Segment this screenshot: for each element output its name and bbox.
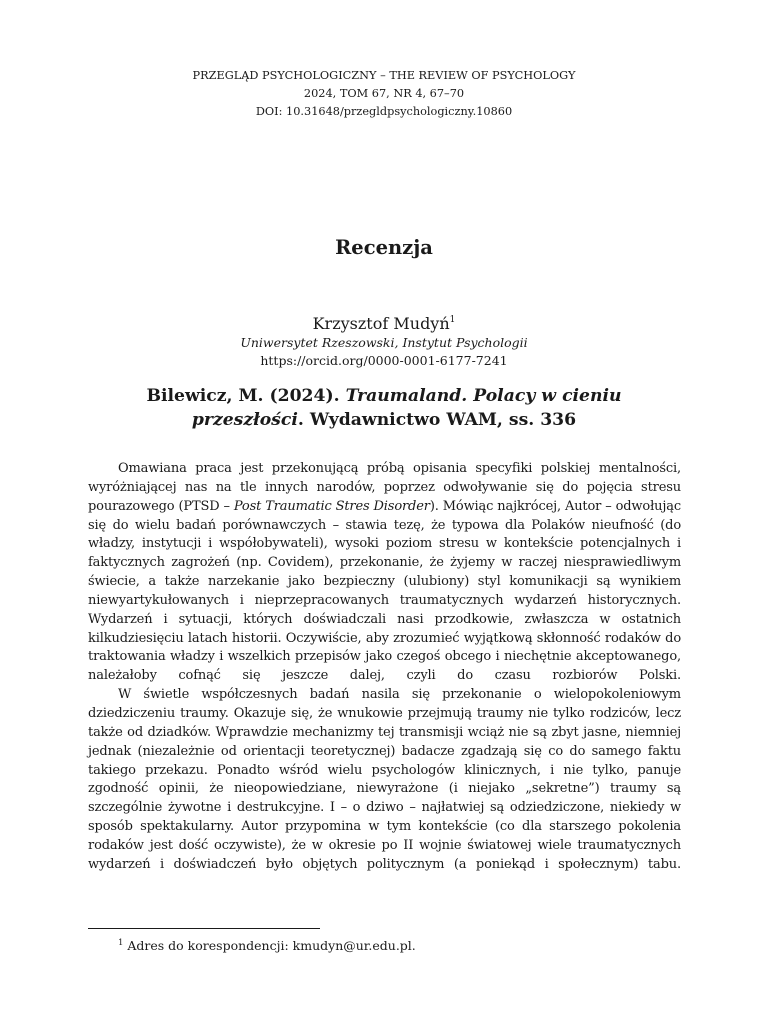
- author-affiliation: Uniwersytet Rzeszowski, Instytut Psychologii: [240, 335, 528, 350]
- author-name: Krzysztof Mudyń: [312, 314, 450, 333]
- review-citation: [90, 384, 678, 432]
- section-title: Recenzja: [335, 236, 433, 259]
- p1-text-b: ). Mówiąc najkrócej, Autor – odwołując się do wielu badań porównawczych – stawia tezę, że typowa dla Polaków nieufność (do władzy, instytucji i współobywateli), wysoki poziom stresu w kontekście potencjalnych i faktycznych zagrożeń (np. Covidem), przekonanie, że żyjemy w raczej niesprawiedliwym świecie, a także narzekanie jako bezpieczny (ulubiony) styl komunikacji są wynikiem niewyartykułowanych i nieprzepracowanych traumatycznych wydarzeń historycznych. Wydarzeń i sytuacji, których doświadczali nasi przodkowie, zwłaszcza w ostatnich kilkudziesięciu latach historii. Oczywiście, aby zrozumieć wyjątkową skłonność rodaków do traktowania władzy i wszelkich przepisów jako czegoś obcego i niechętnie akceptowanego, należałoby cofnąć się jeszcze dalej, czyli do czasu rozbiorów Polski.: [88, 498, 681, 684]
- author-footnote-mark: 1: [449, 315, 456, 325]
- citation-end: . Wydawnictwo WAM, ss. 336: [297, 410, 577, 430]
- footnote-divider: [88, 928, 320, 929]
- p1-text-a: Omawiana praca jest przekonującą próbą opisania specyfiki polskiej mentalności, wyróżniającej nas na tle innych narodów, poprzez odwoływanie się do pojęcia stresu pourazowego (PTSD –: [88, 461, 681, 514]
- journal-doi: DOI: 10.31648/przegldpsychologiczny.10860: [255, 105, 513, 118]
- citation-start: Bilewicz, M. (2024).: [146, 386, 346, 406]
- review-body: [88, 460, 681, 875]
- author-orcid: https://orcid.org/0000-0001-6177-7241: [260, 353, 508, 368]
- p1-italic-term: Post Traumatic Stres Disorder: [233, 498, 430, 514]
- footnote-mark: 1: [118, 938, 124, 948]
- author-block: [0, 310, 768, 370]
- journal-header: [0, 67, 768, 121]
- book-title: Traumaland. Polacy w cieniu przeszłości: [191, 386, 622, 430]
- footnote-text: Adres do korespondencji: kmudyn@ur.edu.pl.: [123, 938, 416, 953]
- body-paragraph-2: W świetle współczesnych badań nasila się przekonanie o wielopokoleniowym dziedziczeniu traumy. Okazuje się, że wnukowie przejmują traumy nie tylko rodziców, lecz także od dziadków. Wprawdzie mechanizmy tej transmisji wciąż nie są zbyt jasne, niemniej jednak (niezależnie od orientacji teoretycznej) badacze zgadzają się co do samego faktu takiego przekazu. Ponadto wśród wielu psychologów klinicznych, i nie tylko, panuje zgodność opinii, że nieopowiedziane, niewyrażone (i niejako „sekretne”) traumy są szczególnie żywotne i destrukcyjne. I – o dziwo – najłatwiej są odziedziczone, niekiedy w sposób spektakularny. Autor przypomina w tym kontekście (co dla starszego pokolenia rodaków jest dość oczywiste), że w okresie po II wojnie światowej wiele traumatycznych wydarzeń i doświadczeń było objętych politycznym (a poniekąd i społecznym) tabu.: [88, 687, 681, 872]
- author-name-line: [0, 310, 768, 334]
- footnote: [118, 935, 678, 954]
- journal-volume: 2024, TOM 67, NR 4, 67–70: [303, 87, 465, 100]
- journal-name: PRZEGLĄD PSYCHOLOGICZNY – THE REVIEW OF PSYCHOLOGY: [192, 69, 576, 82]
- body-paragraph-1: [88, 460, 681, 686]
